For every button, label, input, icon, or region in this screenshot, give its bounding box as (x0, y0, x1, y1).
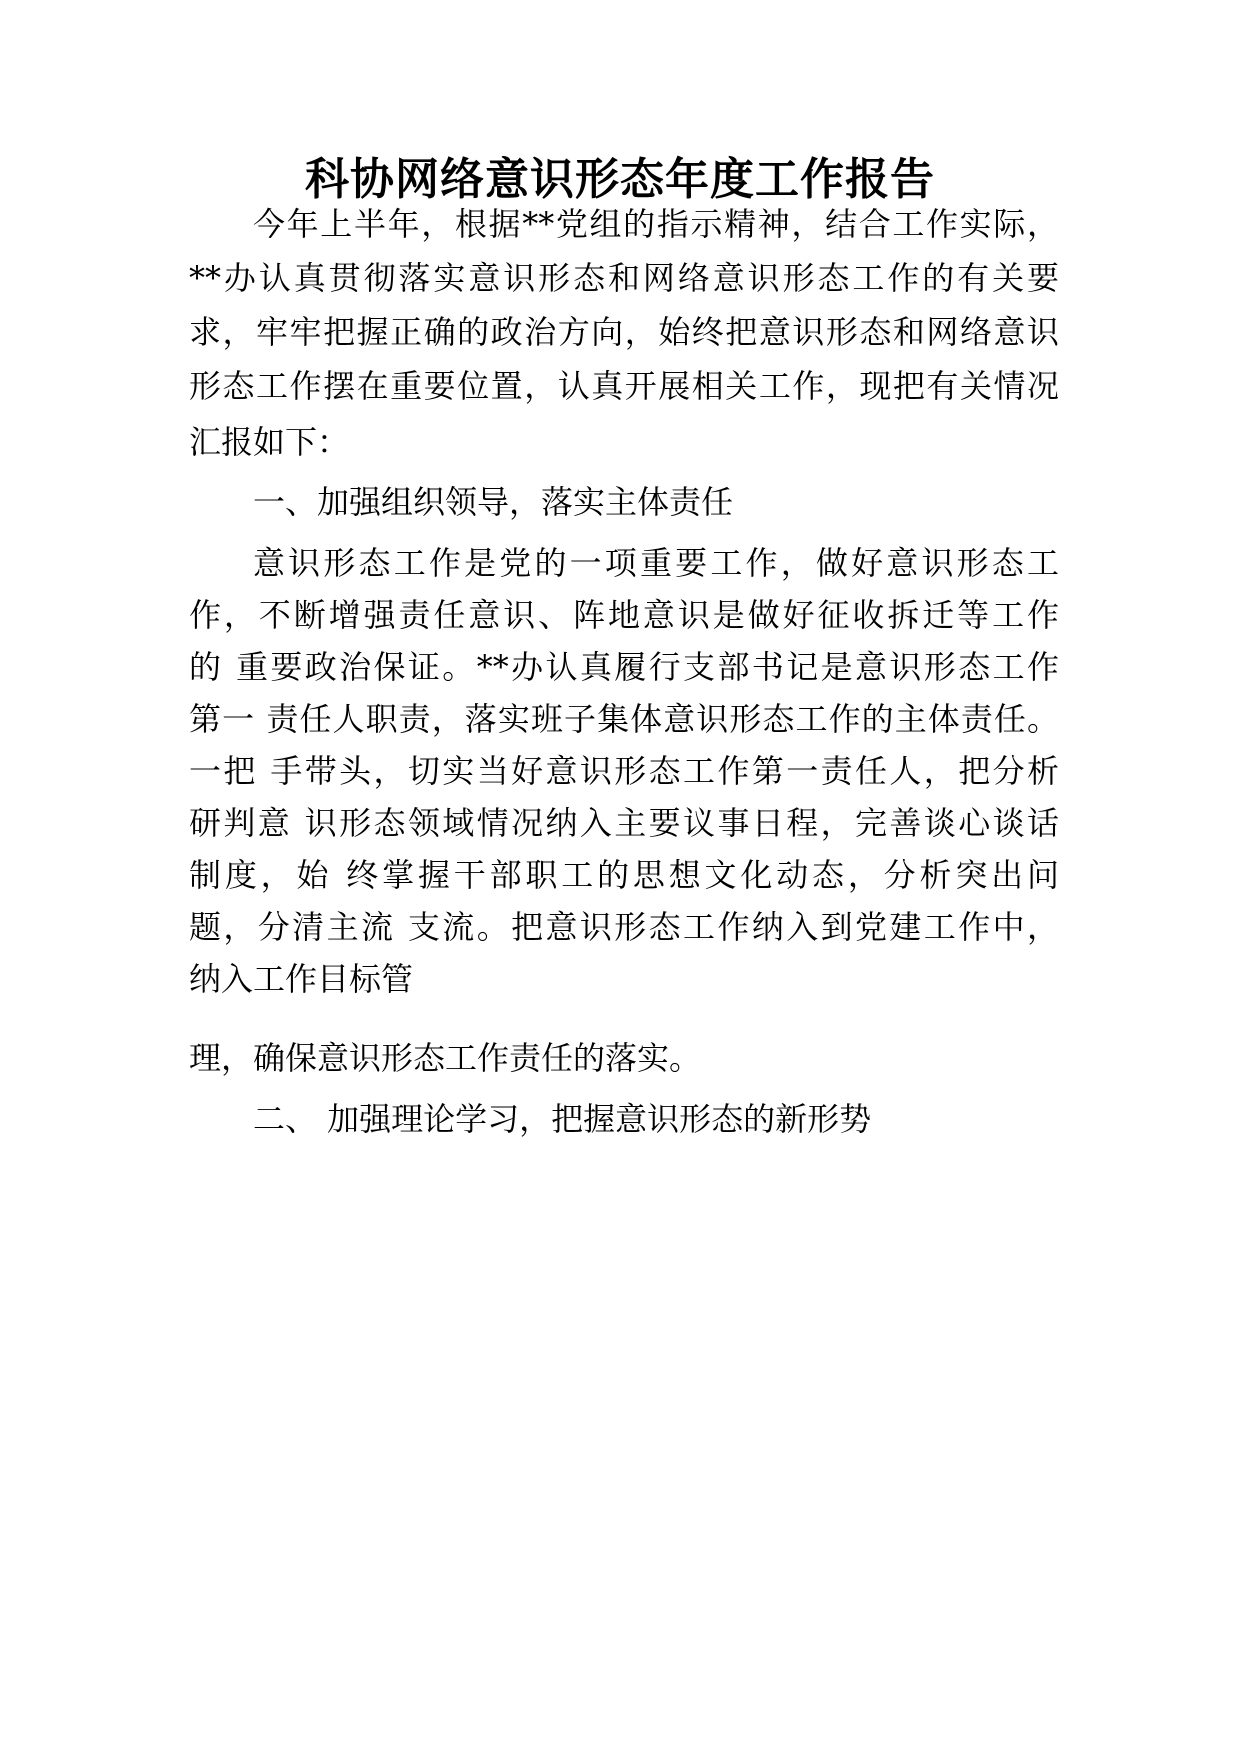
paragraph-2-line-1: 意识形态工作是党的一项重要工作，做好意识形态工 (253, 544, 1059, 582)
paragraph-2-line-2: 作，不断增强责任意识、阵地意识是做好征收拆迁等工作 (189, 596, 1059, 634)
paragraph-2-line-7: 制度，始 终掌握干部职工的思想文化动态，分析突出问 (189, 856, 1059, 894)
section-heading-1: 一、加强组织领导，落实主体责任 (253, 483, 734, 521)
paragraph-1-line-1: 今年上半年，根据**党组的指示精神，结合工作实际， (253, 205, 1059, 243)
paragraph-1-line-3: 求，牢牢把握正确的政治方向，始终把意识形态和网络意识 (189, 313, 1059, 351)
paragraph-2-line-9: 纳入工作目标管 (189, 960, 414, 998)
paragraph-1-line-5: 汇报如下： (189, 423, 350, 461)
paragraph-2-line-10: 理，确保意识形态工作责任的落实。 (189, 1039, 702, 1077)
paragraph-2-line-8: 题，分清主流 支流。把意识形态工作纳入到党建工作中， (189, 908, 1059, 946)
paragraph-2-line-6: 研判意 识形态领域情况纳入主要议事日程，完善谈心谈话 (189, 804, 1059, 842)
paragraph-2-line-4: 第一 责任人职责，落实班子集体意识形态工作的主体责任。 (189, 700, 1059, 738)
paragraph-1-line-2: **办认真贯彻落实意识形态和网络意识形态工作的有关要 (189, 259, 1059, 297)
section-heading-2: 二、 加强理论学习，把握意识形态的新形势 (253, 1100, 872, 1138)
paragraph-2-line-5: 一把 手带头，切实当好意识形态工作第一责任人，把分析 (189, 752, 1059, 790)
document-title: 科协网络意识形态年度工作报告 (305, 154, 935, 205)
paragraph-1-line-4: 形态工作摆在重要位置，认真开展相关工作，现把有关情况 (189, 367, 1059, 405)
paragraph-2-line-3: 的 重要政治保证。**办认真履行支部书记是意识形态工作 (189, 648, 1059, 686)
